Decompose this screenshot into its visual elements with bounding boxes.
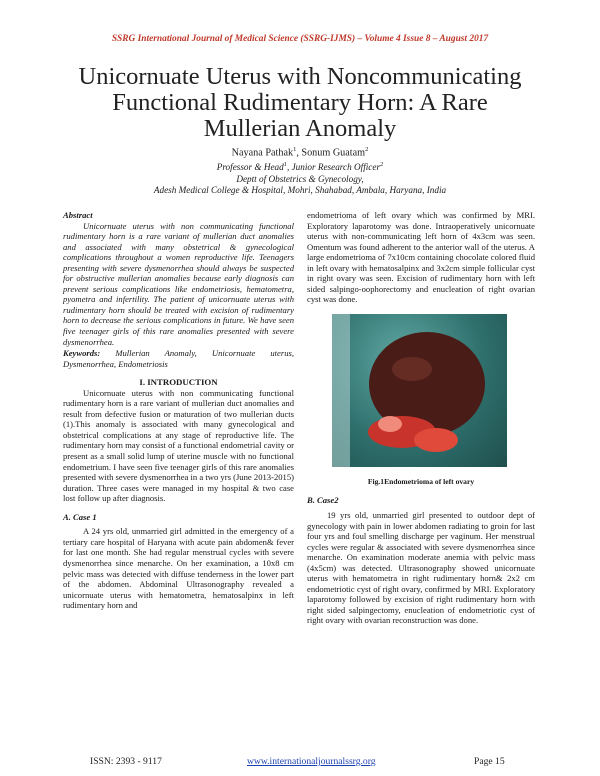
- footer-issn: ISSN: 2393 - 9117: [90, 756, 162, 767]
- author-list: [50, 144, 550, 159]
- footer-url-link[interactable]: www.internationaljournalssrg.org: [247, 756, 376, 767]
- case2-text: 19 yrs old, unmarried girl presented to outdoor dept of gynecology with pain in lower abdomen radiating to groin for last four yrs and foul smelling discharge per vaginum. Her menstrual cycles were regular & associated with severe dysmenorrhea since menarche. On examination moderate anemia with pelvic mass (4x5cm) was detected. Ultrasonography showed unicornuate uterus with hematometra in right rudimentary horn& 2x2 cm endometriotic cyst of right ovary, confirmed by MRI. Exploratory laparotomy followed by excision of right rudimentary horn with right sided salpingectomy, enucleation of endometriotic cyst of right ovary with ovarian reconstruction was done.: [307, 510, 535, 626]
- author-superscript: 2: [365, 146, 369, 153]
- introduction-text: Unicornuate uterus with non communicating functional rudimentary horn is a rare variant of mullerian duct anomalies and result from defective fusion or maturation of two mullerian ducts (1).This anomaly is associated with many gynecological and obstetrical complications at any stage of reproductive life. The rudimentary horn may consist of a functional endometrial cavity or present as a small solid lump of uterine muscle with no functional endometrium. I have seen five teenager girls of this rare anomalies presented with severe dysmenorrhea in a two yrs (June 2013-2015) duration. Three cases were managed in my hospital & two case lost follow up after diagnosis.: [63, 387, 294, 504]
- department: Deptt of Obstetrics & Gynecology,: [236, 173, 364, 184]
- left-column: [63, 210, 294, 611]
- author-roles: [50, 159, 550, 174]
- journal-header: SSRG International Journal of Medical Science (SSRG-IJMS) – Volume 4 Issue 8 – August 2017: [111, 34, 489, 44]
- role-separator: ,: [286, 162, 292, 173]
- role-superscript: 2: [380, 161, 384, 169]
- keywords-label: Keywords:: [63, 348, 101, 359]
- author-superscript: 1: [293, 146, 297, 153]
- author-name: Sonum Guatam: [301, 147, 366, 159]
- footer-page-number: Page 15: [474, 756, 505, 767]
- case2-title: B. Case2: [307, 495, 339, 506]
- author-name: Nayana Pathak: [231, 147, 294, 159]
- paper-title-line-3: Mullerian Anomaly: [203, 115, 397, 142]
- tissue-pink: [378, 416, 402, 432]
- tissue-red-2: [414, 428, 458, 452]
- paper-title-line-2: Functional Rudimentary Horn: A Rare: [112, 89, 488, 116]
- paper-title-line-1: Unicornuate Uterus with Noncommunicating: [78, 63, 522, 90]
- section-title-introduction: I. INTRODUCTION: [139, 377, 218, 388]
- figure-endometrioma-photo: [332, 314, 507, 467]
- author-role: Professor & Head: [216, 162, 284, 173]
- abstract-label: Abstract: [63, 210, 93, 220]
- right-column: [307, 210, 535, 626]
- mass-highlight: [392, 357, 432, 381]
- author-role: Junior Research Officer: [291, 162, 381, 173]
- keywords: [63, 348, 294, 369]
- institution: Adesh Medical College & Hospital, Mohri, Shahabad, Ambala, Haryana, India: [153, 185, 447, 196]
- case1-title: A. Case 1: [63, 511, 97, 522]
- title-block: [50, 64, 550, 197]
- case1-text-continued: endometrioma of left ovary which was confirmed by MRI. Exploratory laparotomy was done. Intraoperatively unicornuate uterus with non-communicating left horn of 4x3cm was seen. Omentum was found adherent to the anterior wall of the uterus. A large endometrioma of 7x10cm containing chocolate colored fluid in left ovary with hematosalpinx and 3x2cm simple follicular cyst in right ovary was seen. Excision of rudimentary horn with left sided salpingo-oophorectomy and enucleation of right ovarian cyst was done.: [307, 210, 535, 305]
- keywords-text: Mullerian Anomaly, Unicornuate uterus, Dysmenorrhea, Endometriosis: [63, 348, 294, 369]
- abstract-text: Unicornuate uterus with non communicating functional rudimentary horn is a rare variant of mullerian duct anomalies and associated with many obstetrical & gynecological complications throughout a women reproductive life. Teenagers presenting with severe dysmenorrhea should always be suspected for obstructive mullerian anomalies because early diagnosis can prevent serious complications like endometriosis, hematometra, pyometra and infertility. The patient of unicornuate uterus with rudimentary horn should be treated with excision of rudimentary horn to decrease the serious complications in future. We have seen five teenager girls of this rare anomalies presented with severe dysmenorrhea.: [63, 220, 294, 347]
- author-separator: ,: [296, 147, 302, 159]
- case1-text: A 24 yrs old, unmarried girl admitted in the emergency of a tertiary care hospital of Haryana with acute pain abdomen& fever for last one month. She had regular menstrual cycles with severe dysmenorrhea since menarche. On her examination, a 10x8 cm pelvic mass was detected with diffuse tenderness in the lower part of the abdomen. Abdominal Ultrasonography revealed a unicornuate uterus with hematometra, hematosalpinx in left rudimentary horn and: [63, 526, 294, 611]
- drape-left: [332, 314, 350, 467]
- endometrioma-illustration: [332, 314, 507, 467]
- figure-caption: Fig.1Endometrioma of left ovary: [367, 476, 475, 486]
- role-superscript: 1: [283, 161, 287, 169]
